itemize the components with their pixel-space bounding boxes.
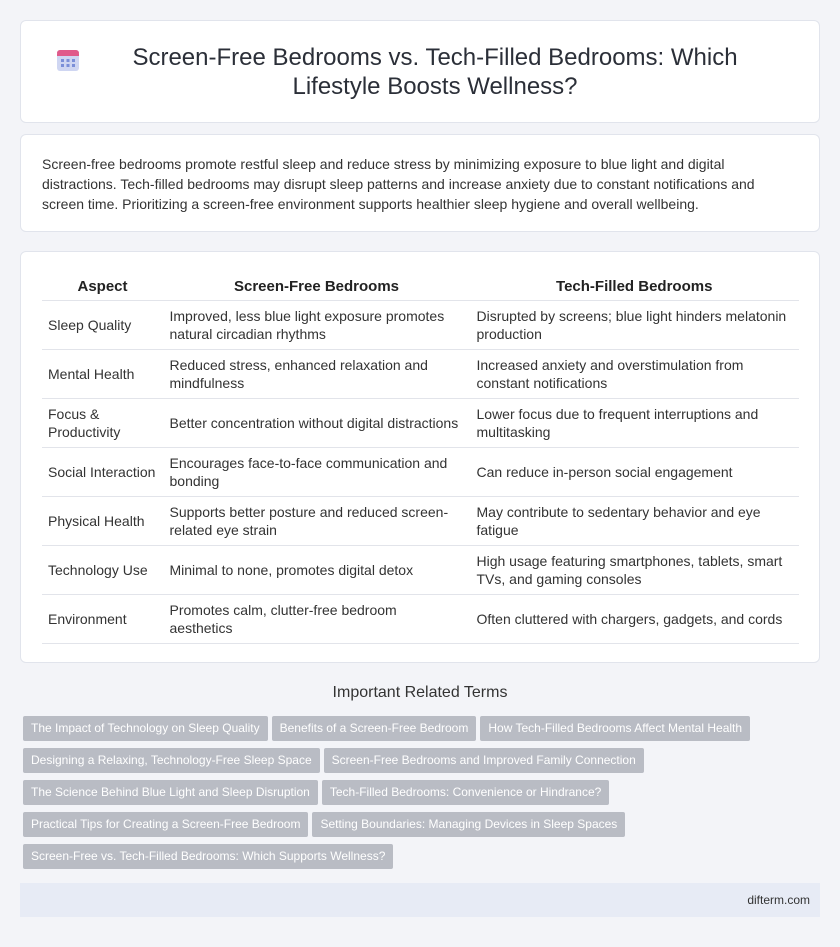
page-title: Screen-Free Bedrooms vs. Tech-Filled Bedrooms: Which Lifestyle Boosts Wellness? — [132, 44, 738, 100]
related-term-link[interactable]: Tech-Filled Bedrooms: Convenience or Hindrance? — [322, 780, 609, 805]
screen-free-cell: Reduced stress, enhanced relaxation and mindfulness — [163, 349, 470, 398]
aspect-cell: Technology Use — [42, 545, 163, 594]
aspect-cell: Environment — [42, 594, 163, 643]
column-header: Aspect — [42, 274, 163, 300]
column-header: Screen-Free Bedrooms — [163, 274, 470, 300]
tech-filled-cell: May contribute to sedentary behavior and eye fatigue — [470, 496, 799, 545]
footer-site-link[interactable]: difterm.com — [747, 893, 810, 907]
intro-paragraph: Screen-free bedrooms promote restful sleep and reduce stress by minimizing exposure to blue light and digital distractions. Tech-filled bedrooms may disrupt sleep patterns and increase anxiety due to constant notifications and screen time. Prioritizing a screen-free environment supports healthier sleep hygiene and overall wellbeing. — [42, 156, 755, 212]
tech-filled-cell: High usage featuring smartphones, tablets, smart TVs, and gaming consoles — [470, 545, 799, 594]
table-row — [42, 398, 799, 447]
screen-free-cell: Encourages face-to-face communication and bonding — [163, 447, 470, 496]
tech-filled-cell: Often cluttered with chargers, gadgets, and cords — [470, 594, 799, 643]
related-term-link[interactable]: Screen-Free vs. Tech-Filled Bedrooms: Which Supports Wellness? — [23, 844, 393, 869]
table-row — [42, 300, 799, 349]
table-row — [42, 594, 799, 643]
aspect-cell: Focus & Productivity — [42, 398, 163, 447]
screen-free-cell: Improved, less blue light exposure promotes natural circadian rhythms — [163, 300, 470, 349]
screen-free-cell: Supports better posture and reduced screen-related eye strain — [163, 496, 470, 545]
aspect-cell: Sleep Quality — [42, 300, 163, 349]
aspect-cell: Mental Health — [42, 349, 163, 398]
aspect-cell: Physical Health — [42, 496, 163, 545]
related-term-link[interactable]: Screen-Free Bedrooms and Improved Family Connection — [324, 748, 644, 773]
tech-filled-cell: Disrupted by screens; blue light hinders melatonin production — [470, 300, 799, 349]
tech-filled-cell: Increased anxiety and overstimulation from constant notifications — [470, 349, 799, 398]
intro-card — [20, 134, 820, 232]
screen-free-cell: Better concentration without digital distractions — [163, 398, 470, 447]
related-term-link[interactable]: Benefits of a Screen-Free Bedroom — [272, 716, 477, 741]
aspect-cell: Social Interaction — [42, 447, 163, 496]
table-header-row — [42, 274, 799, 300]
screen-free-cell: Minimal to none, promotes digital detox — [163, 545, 470, 594]
screen-free-cell: Promotes calm, clutter-free bedroom aesthetics — [163, 594, 470, 643]
table-row — [42, 545, 799, 594]
comparison-table — [42, 274, 799, 644]
table-row — [42, 496, 799, 545]
tech-filled-cell: Lower focus due to frequent interruptions and multitasking — [470, 398, 799, 447]
tech-filled-cell: Can reduce in-person social engagement — [470, 447, 799, 496]
column-header: Tech-Filled Bedrooms — [470, 274, 799, 300]
related-term-link[interactable]: How Tech-Filled Bedrooms Affect Mental Health — [480, 716, 750, 741]
related-term-link[interactable]: Designing a Relaxing, Technology-Free Sleep Space — [23, 748, 320, 773]
related-terms-list — [23, 716, 813, 876]
related-term-link[interactable]: The Science Behind Blue Light and Sleep Disruption — [23, 780, 318, 805]
title-card — [20, 20, 820, 123]
related-term-link[interactable]: The Impact of Technology on Sleep Quality — [23, 716, 268, 741]
related-term-link[interactable]: Practical Tips for Creating a Screen-Free Bedroom — [23, 812, 308, 837]
related-term-link[interactable]: Setting Boundaries: Managing Devices in Sleep Spaces — [312, 812, 625, 837]
footer — [20, 883, 820, 917]
table-row — [42, 447, 799, 496]
related-terms-heading: Important Related Terms — [332, 684, 508, 701]
comparison-card — [20, 251, 820, 663]
table-row — [42, 349, 799, 398]
